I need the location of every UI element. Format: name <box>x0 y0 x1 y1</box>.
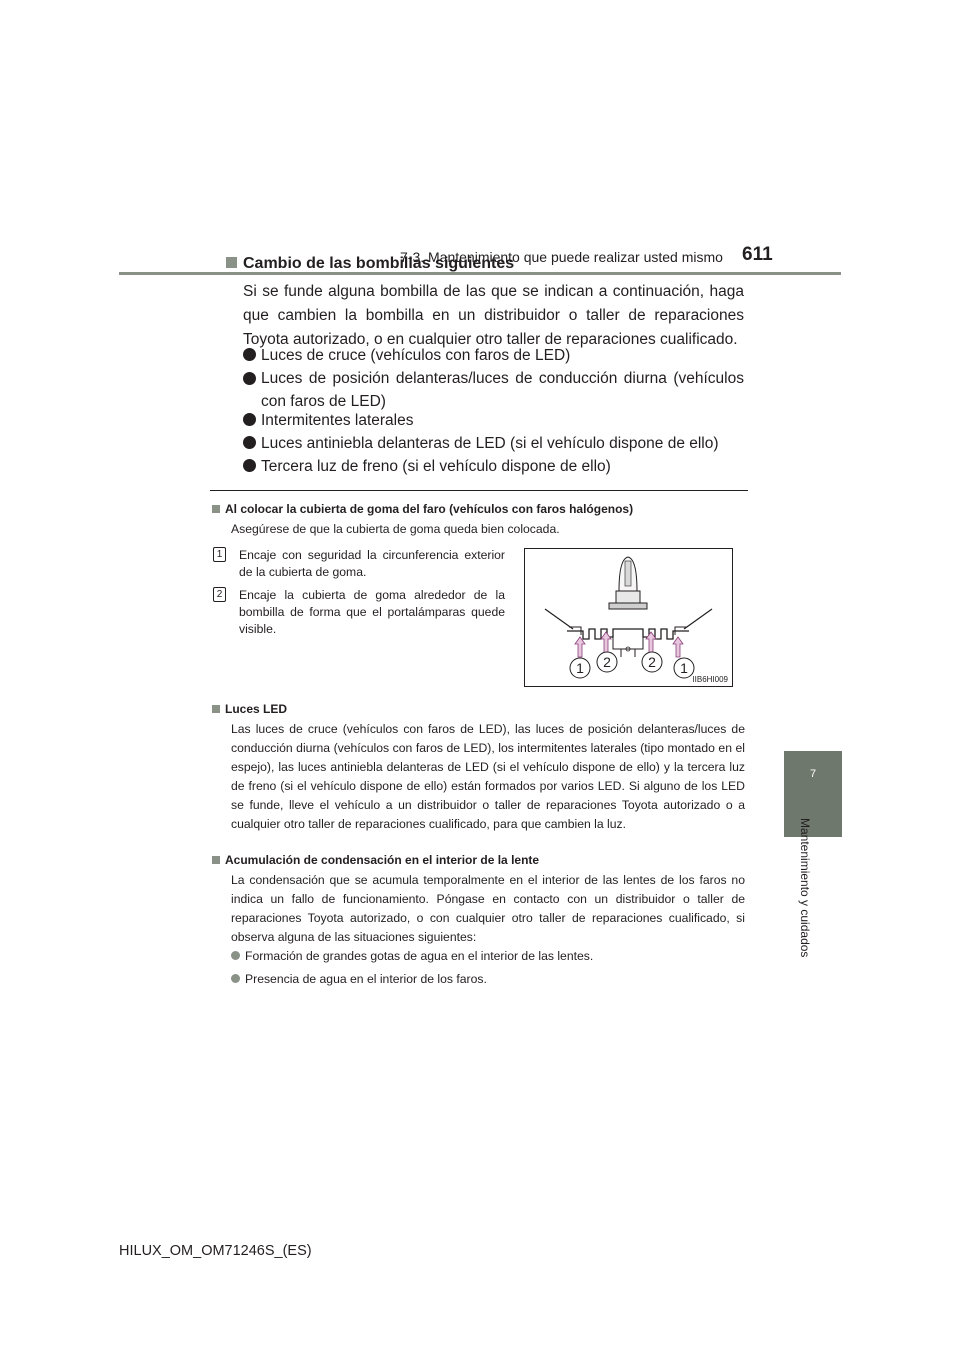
page-number: 611 <box>742 244 773 265</box>
note-heading-led: Luces LED <box>212 702 287 716</box>
square-bullet-icon <box>226 257 237 268</box>
chapter-number: 7 <box>809 768 817 780</box>
main-paragraph: Si se funde alguna bombilla de las que se indican a continuación, haga que cambien la bombilla en un distribuidor o taller de reparaciones Toyota autorizado, o en cualquier otro taller de reparaciones cualificado. <box>243 283 744 348</box>
list-item: Luces de posición delanteras/luces de conducción diurna (vehículos con faros de LED) <box>243 367 744 413</box>
list-item: Tercera luz de freno (si el vehículo dispone de ello) <box>243 455 748 478</box>
note-heading-condensation: Acumulación de condensación en el interior de la lente <box>212 853 539 867</box>
bullet-icon <box>243 372 256 385</box>
chapter-label: Mantenimiento y cuidados <box>798 818 812 958</box>
square-bullet-icon <box>212 856 220 864</box>
bullet-icon <box>231 974 240 983</box>
chapter-tab <box>784 751 842 837</box>
step-1: 1 Encaje con seguridad la circunferencia exterior de la cubierta de goma. <box>213 547 505 581</box>
step-number: 1 <box>213 547 226 562</box>
list-item: Formación de grandes gotas de agua en el interior de las lentes. <box>231 947 745 966</box>
note-heading-rubber-cover: Al colocar la cubierta de goma del faro (vehículos con faros halógenos) <box>212 502 633 516</box>
list-item: Luces de cruce (vehículos con faros de LED) <box>243 344 748 367</box>
figure-label: 1 <box>576 660 584 676</box>
note-intro: Asegúrese de que la cubierta de goma queda bien colocada. <box>231 522 560 536</box>
list-item: Luces antiniebla delanteras de LED (si el vehículo dispone de ello) <box>243 432 748 455</box>
section-divider <box>210 490 748 491</box>
halogen-bulb-illustration <box>525 549 732 686</box>
figure-label: 2 <box>603 654 611 670</box>
note-led-text: Las luces de cruce (vehículos con faros de LED), las luces de posición delanteras/luces de conducción diurna (vehículos con faros de LED), los intermitentes laterales (tipo montado en el espejo), las luces antiniebla delanteras de LED (si el vehículo dispone de ello) y la tercera luz de freno (si el vehículo dispone de ello) están formados por varios LED. Si alguno de los LED se funde, lleve el vehículo a un distribuidor o taller de reparaciones Toyota autorizado o a cualquier otro taller de reparaciones cualificado, para que cambien la luz. <box>231 722 745 831</box>
bullet-icon <box>231 951 240 960</box>
bulb-rubber-cover-figure <box>524 548 733 687</box>
list-item: Presencia de agua en el interior de los faros. <box>231 970 745 989</box>
bullet-icon <box>243 436 256 449</box>
note-condensation-text: La condensación que se acumula temporalmente en el interior de las lentes de los faros no indica un fallo de funcionamiento. Póngase en contacto con un distribuidor o taller de reparaciones Toyota autorizado, o con cualquier otro taller de reparaciones cualificado, si observa alguna de las situaciones siguientes: <box>231 873 745 944</box>
figure-code: IIB6HI009 <box>692 675 728 684</box>
step-number: 2 <box>213 587 226 602</box>
document-id: HILUX_OM_OM71246S_(ES) <box>119 1243 312 1259</box>
main-heading: Cambio de las bombillas siguientes <box>226 255 514 273</box>
list-item: Intermitentes laterales <box>243 409 748 432</box>
figure-label: 1 <box>680 660 688 676</box>
square-bullet-icon <box>212 705 220 713</box>
bullet-icon <box>243 348 256 361</box>
bullet-icon <box>243 413 256 426</box>
step-2: 2 Encaje la cubierta de goma alrededor de la bombilla de forma que el portalámparas quede visible. <box>213 587 505 638</box>
section-title: 7-3. Mantenimiento que puede realizar usted mismo <box>400 249 723 265</box>
bullet-icon <box>243 459 256 472</box>
square-bullet-icon <box>212 505 220 513</box>
figure-label: 2 <box>648 654 656 670</box>
